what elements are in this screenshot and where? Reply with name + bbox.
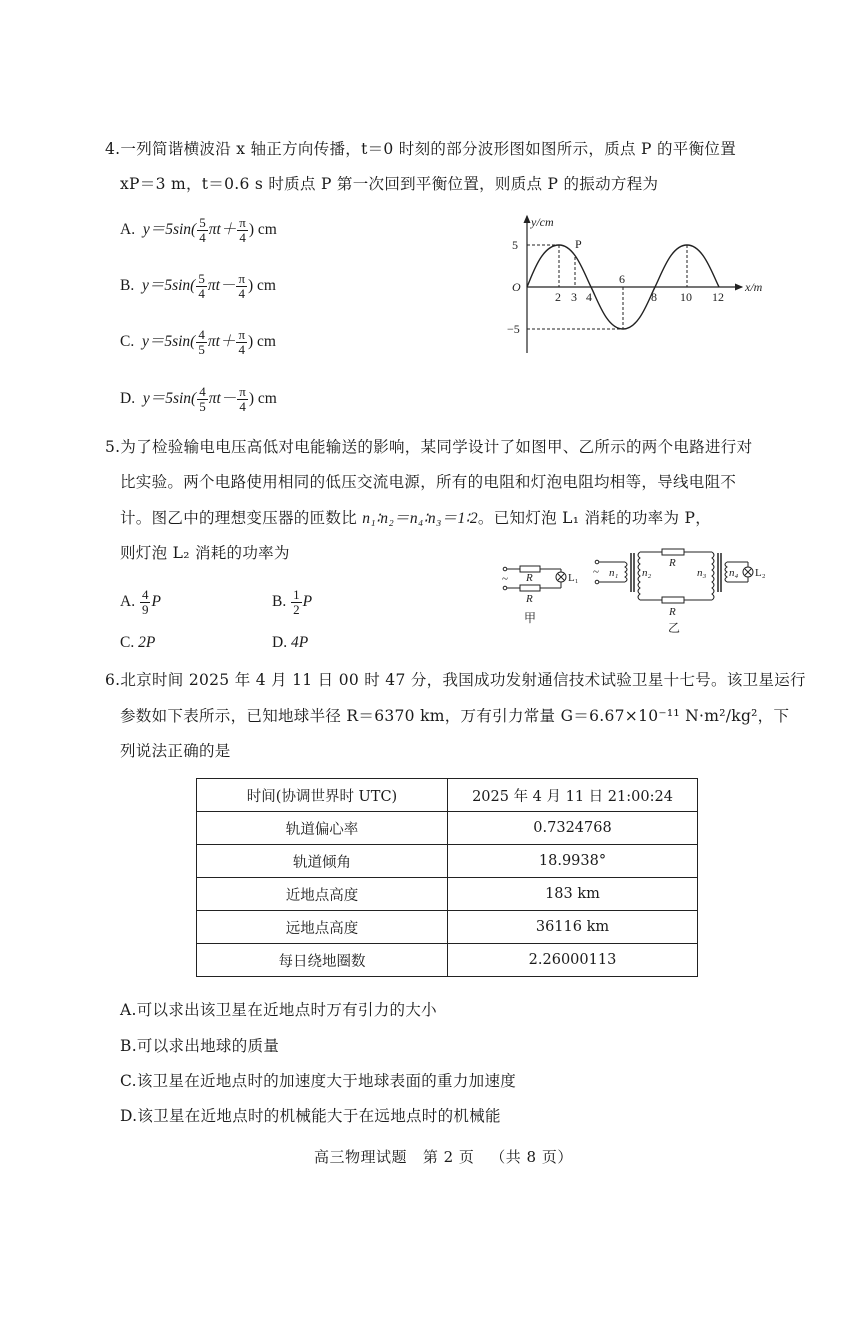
table-row: 时间(协调世界时 UTC) 2025 年 4 月 11 日 21:00:24 [197, 779, 698, 812]
q4-option-c[interactable]: C. y＝5sin( $\frac{4}{5}$ πt＋ $\frac{\pi}{4}$ ) cm [120, 327, 276, 357]
footer-total-pages: （共 8 页） [490, 1148, 573, 1166]
svg-text:−5: −5 [507, 322, 520, 336]
svg-text:n₄: n₄ [729, 567, 739, 579]
q6-number: 6. [105, 671, 121, 689]
satellite-parameters-table [196, 778, 698, 977]
fraction: $\frac{\pi}{4}$ [238, 327, 246, 357]
x-axis-label: x/m [745, 280, 763, 294]
svg-text:10: 10 [680, 290, 692, 304]
table-row: 每日绕地圈数 2.26000113 [197, 944, 698, 977]
svg-text:R: R [526, 572, 533, 584]
fraction: $\frac{5}{4}$ [199, 215, 206, 245]
q5-stem-line4: 则灯泡 L₂ 消耗的功率为 [120, 544, 290, 562]
svg-text:4: 4 [586, 290, 592, 304]
fraction: $\frac{\pi}{4}$ [238, 271, 246, 301]
svg-text:R: R [526, 593, 533, 605]
svg-text:L₂: L₂ [755, 567, 766, 579]
wave-graph [490, 210, 780, 360]
q6-option-a[interactable]: A.可以求出该卫星在近地点时万有引力的大小 [120, 1001, 437, 1019]
svg-text:5: 5 [512, 238, 518, 252]
q6-option-b[interactable]: B.可以求出地球的质量 [120, 1037, 280, 1055]
fraction: $\frac{4}{5}$ [198, 327, 205, 357]
svg-text:L₁: L₁ [568, 572, 579, 584]
q4-option-b[interactable]: B. y＝5sin( $\frac{5}{4}$ πt－ $\frac{\pi}{4}$ ) cm [120, 271, 276, 301]
q5-option-b[interactable]: B. $\frac{1}{2}$ P [272, 587, 313, 617]
q6-option-c[interactable]: C.该卫星在近地点时的加速度大于地球表面的重力加速度 [120, 1072, 517, 1090]
table-row: 远地点高度 36116 km [197, 911, 698, 944]
page-footer [314, 1146, 573, 1167]
svg-text:~: ~ [502, 573, 508, 585]
svg-text:12: 12 [712, 290, 724, 304]
circuit-jia-diagram [490, 545, 590, 635]
point-p-label: P [575, 237, 582, 251]
svg-text:6: 6 [619, 272, 625, 286]
svg-text:n₁: n₁ [609, 567, 619, 579]
table-row: 轨道偏心率 0.7324768 [197, 812, 698, 845]
svg-text:R: R [669, 606, 676, 618]
footer-page-number: 第 2 页 [422, 1148, 475, 1166]
q5-option-a[interactable]: A. $\frac{4}{9}$ P [120, 587, 161, 617]
svg-text:3: 3 [571, 290, 577, 304]
table-row: 近地点高度 183 km [197, 878, 698, 911]
svg-text:n₃: n₃ [697, 567, 707, 579]
footer-subject: 高三物理试题 [314, 1148, 408, 1166]
fraction: $\frac{\pi}{4}$ [239, 215, 246, 245]
q6-stem-line1: 6.北京时间 2025 年 4 月 11 日 00 时 47 分，我国成功发射通信技术试验卫星十七号。该卫星运行 [105, 671, 806, 689]
fraction: $\frac{4}{5}$ [199, 384, 206, 414]
q5-stem-line3: 计。图乙中的理想变压器的匝数比 n₁∶n₂＝n₄∶n₃＝1∶2。已知灯泡 L₁ 消耗的功率为 P， [120, 509, 712, 527]
fraction: $\frac{\pi}{4}$ [239, 384, 246, 414]
circuit-jia-caption: 甲 [524, 611, 537, 625]
q4-option-a[interactable]: A. y＝5sin( $\frac{5}{4}$ πt＋ $\frac{\pi}{4}$ ) cm [120, 215, 277, 245]
circuit-yi-caption: 乙 [668, 621, 681, 635]
q5-number: 5. [105, 438, 121, 456]
circuit-yi-diagram [585, 540, 785, 640]
q5-option-c[interactable]: C. 2P [120, 634, 156, 651]
table-row: 轨道倾角 18.9938° [197, 845, 698, 878]
svg-text:8: 8 [651, 290, 657, 304]
q4-stem-line2: xP＝3 m，t＝0.6 s 时质点 P 第一次回到平衡位置，则质点 P 的振动方程为 [120, 175, 659, 193]
q4-option-d[interactable]: D. y＝5sin( $\frac{4}{5}$ πt－ $\frac{\pi}{4}$ ) cm [120, 384, 277, 414]
origin-label: O [512, 280, 521, 294]
fraction: $\frac{5}{4}$ [198, 271, 205, 301]
q5-stem-line1: 5.为了检验输电电压高低对电能输送的影响，某同学设计了如图甲、乙所示的两个电路进行对 [105, 438, 753, 456]
q5-stem-line2: 比实验。两个电路使用相同的低压交流电源，所有的电阻和灯泡电阻均相等，导线电阻不 [120, 473, 737, 491]
svg-text:~: ~ [593, 566, 599, 578]
svg-text:2: 2 [555, 290, 561, 304]
svg-text:n₂: n₂ [642, 567, 652, 579]
q5-option-d[interactable]: D. 4P [272, 634, 309, 651]
q6-stem-line2: 参数如下表所示，已知地球半径 R＝6370 km，万有引力常量 G＝6.67×10⁻¹¹ N·m²/kg²，下 [120, 707, 790, 725]
q6-option-d[interactable]: D.该卫星在近地点时的机械能大于在远地点时的机械能 [120, 1107, 501, 1125]
q4-stem-line1: 4.一列简谐横波沿 x 轴正方向传播，t＝0 时刻的部分波形图如图所示，质点 P 的平衡位置 [105, 140, 736, 158]
svg-text:R: R [669, 557, 676, 569]
q4-number: 4. [105, 140, 121, 158]
q6-stem-line3: 列说法正确的是 [120, 742, 231, 760]
y-axis-label: y/cm [531, 215, 554, 229]
